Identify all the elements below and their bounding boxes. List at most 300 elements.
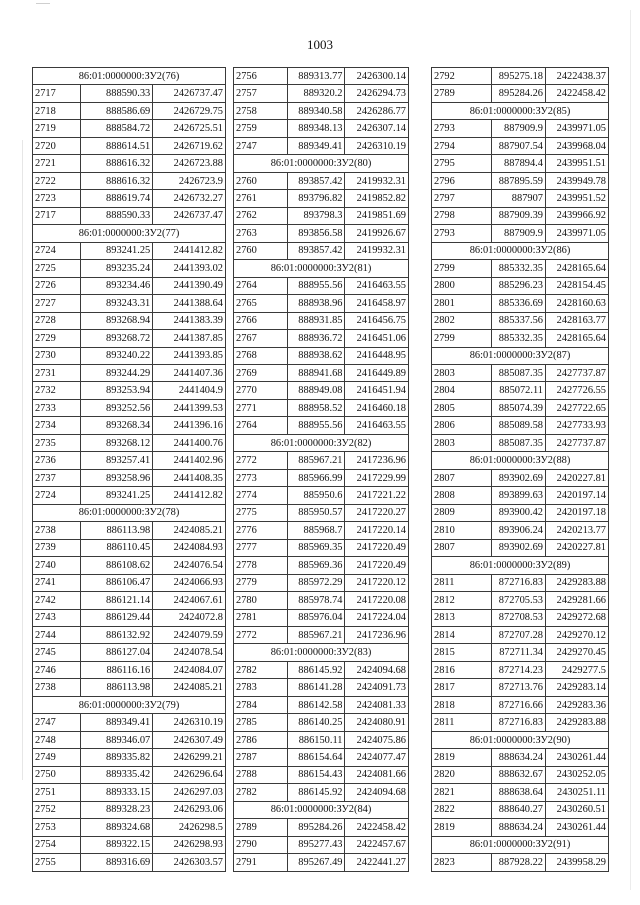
parcel-header-row: [432, 557, 609, 574]
point-number: 2821: [432, 784, 492, 801]
parcel-cadastral-number: 86:01:0000000:ЗУ2(85): [432, 102, 609, 119]
table-row: [432, 627, 609, 644]
table-row: [33, 487, 226, 504]
x-coordinate: 885950.57: [287, 504, 345, 521]
x-coordinate: 893268.72: [80, 330, 153, 347]
point-number: 2733: [33, 399, 81, 416]
y-coordinate: 2416463.55: [345, 417, 409, 434]
y-coordinate: 2426737.47: [153, 85, 226, 102]
x-coordinate: 885074.39: [491, 399, 545, 416]
y-coordinate: 2441404.9: [153, 382, 226, 399]
x-coordinate: 888584.72: [80, 120, 153, 137]
point-number: 2811: [432, 574, 492, 591]
table-row: [432, 696, 609, 713]
point-number: 2740: [33, 557, 81, 574]
point-number: 2764: [234, 417, 288, 434]
point-number: 2724: [33, 242, 81, 259]
x-coordinate: 885966.99: [287, 469, 345, 486]
point-number: 2787: [234, 749, 288, 766]
x-coordinate: 888638.64: [491, 784, 545, 801]
y-coordinate: 2424085.21: [153, 679, 226, 696]
x-coordinate: 887928.22: [491, 854, 545, 871]
point-number: 2777: [234, 539, 288, 556]
x-coordinate: 887907: [491, 190, 545, 207]
y-coordinate: 2426286.77: [345, 102, 409, 119]
x-coordinate: 888941.68: [287, 364, 345, 381]
parcel-cadastral-number: 86:01:0000000:ЗУ2(91): [432, 836, 609, 853]
y-coordinate: 2416451.06: [345, 330, 409, 347]
point-number: 2775: [234, 504, 288, 521]
table-row: [33, 836, 226, 853]
y-coordinate: 2424067.61: [153, 592, 226, 609]
table-row: [234, 696, 409, 713]
x-coordinate: 886129.44: [80, 609, 153, 626]
y-coordinate: 2420197.14: [545, 487, 608, 504]
x-coordinate: 893257.41: [80, 452, 153, 469]
table-row: [33, 242, 226, 259]
table-row: [33, 661, 226, 678]
x-coordinate: 886145.92: [287, 661, 345, 678]
parcel-header-row: [234, 644, 409, 661]
y-coordinate: 2426296.64: [153, 766, 226, 783]
point-number: 2766: [234, 312, 288, 329]
table-row: [33, 854, 226, 871]
point-number: 2800: [432, 277, 492, 294]
coordinates-table: [431, 67, 609, 872]
y-coordinate: 2426297.03: [153, 784, 226, 801]
coordinates-column-1: [32, 67, 226, 872]
table-row: [33, 592, 226, 609]
x-coordinate: 895284.26: [491, 85, 545, 102]
table-row: [234, 819, 409, 836]
y-coordinate: 2439958.29: [545, 854, 608, 871]
x-coordinate: 887909.9: [491, 225, 545, 242]
point-number: 2799: [432, 330, 492, 347]
point-number: 2773: [234, 469, 288, 486]
point-number: 2769: [234, 364, 288, 381]
y-coordinate: 2441412.82: [153, 242, 226, 259]
x-coordinate: 888958.52: [287, 399, 345, 416]
table-row: [33, 574, 226, 591]
point-number: 2783: [234, 679, 288, 696]
y-coordinate: 2441388.64: [153, 295, 226, 312]
y-coordinate: 2419851.69: [345, 207, 409, 224]
table-row: [33, 644, 226, 661]
y-coordinate: 2424072.8: [153, 609, 226, 626]
point-number: 2794: [432, 137, 492, 154]
parcel-cadastral-number: 86:01:0000000:ЗУ2(78): [33, 504, 226, 521]
table-row: [432, 469, 609, 486]
point-number: 2776: [234, 522, 288, 539]
point-number: 2760: [234, 242, 288, 259]
x-coordinate: 895275.18: [491, 68, 545, 85]
table-row: [432, 539, 609, 556]
point-number: 2809: [432, 504, 492, 521]
y-coordinate: 2416449.89: [345, 364, 409, 381]
point-number: 2793: [432, 120, 492, 137]
point-number: 2771: [234, 399, 288, 416]
y-coordinate: 2426298.93: [153, 836, 226, 853]
x-coordinate: 886141.28: [287, 679, 345, 696]
x-coordinate: 886142.58: [287, 696, 345, 713]
page-number: 1003: [307, 37, 333, 52]
point-number: 2764: [234, 277, 288, 294]
point-number: 2782: [234, 661, 288, 678]
y-coordinate: 2426294.73: [345, 85, 409, 102]
x-coordinate: 888632.67: [491, 766, 545, 783]
table-row: [234, 487, 409, 504]
point-number: 2801: [432, 295, 492, 312]
point-number: 2803: [432, 364, 492, 381]
parcel-cadastral-number: 86:01:0000000:ЗУ2(89): [432, 557, 609, 574]
y-coordinate: 2439949.78: [545, 172, 608, 189]
y-coordinate: 2439951.51: [545, 155, 608, 172]
y-coordinate: 2417221.22: [345, 487, 409, 504]
point-number: 2789: [234, 819, 288, 836]
y-coordinate: 2422438.37: [545, 68, 608, 85]
table-row: [33, 557, 226, 574]
table-row: [33, 85, 226, 102]
coordinates-table: [233, 67, 409, 872]
x-coordinate: 893234.46: [80, 277, 153, 294]
parcel-header-row: [234, 434, 409, 451]
x-coordinate: 888955.56: [287, 417, 345, 434]
parcel-header-row: [432, 836, 609, 853]
parcel-cadastral-number: 86:01:0000000:ЗУ2(82): [234, 434, 409, 451]
x-coordinate: 887909.9: [491, 120, 545, 137]
table-row: [234, 330, 409, 347]
x-coordinate: 886121.14: [80, 592, 153, 609]
x-coordinate: 888949.08: [287, 382, 345, 399]
point-number: 2786: [234, 731, 288, 748]
parcel-header-row: [432, 347, 609, 364]
x-coordinate: 889313.77: [287, 68, 345, 85]
y-coordinate: 2430261.44: [545, 819, 608, 836]
point-number: 2722: [33, 172, 81, 189]
y-coordinate: 2426310.19: [153, 714, 226, 731]
x-coordinate: 889324.68: [80, 819, 153, 836]
table-row: [234, 452, 409, 469]
table-row: [432, 260, 609, 277]
y-coordinate: 2420213.77: [545, 522, 608, 539]
table-row: [432, 225, 609, 242]
table-row: [432, 679, 609, 696]
x-coordinate: 893857.42: [287, 242, 345, 259]
y-coordinate: 2441408.35: [153, 469, 226, 486]
x-coordinate: 893243.31: [80, 295, 153, 312]
table-row: [432, 749, 609, 766]
y-coordinate: 2439968.04: [545, 137, 608, 154]
y-coordinate: 2426298.5: [153, 819, 226, 836]
table-row: [33, 277, 226, 294]
table-row: [33, 801, 226, 818]
coordinates-column-2: [233, 67, 409, 872]
x-coordinate: 885336.69: [491, 295, 545, 312]
point-number: 2818: [432, 696, 492, 713]
coordinates-table: [32, 67, 226, 872]
point-number: 2755: [33, 854, 81, 871]
table-row: [234, 190, 409, 207]
point-number: 2723: [33, 190, 81, 207]
parcel-header-row: [234, 260, 409, 277]
y-coordinate: 2429272.68: [545, 609, 608, 626]
table-row: [33, 364, 226, 381]
table-row: [234, 714, 409, 731]
y-coordinate: 2427737.87: [545, 434, 608, 451]
point-number: 2731: [33, 364, 81, 381]
y-coordinate: 2427722.65: [545, 399, 608, 416]
table-row: [432, 784, 609, 801]
x-coordinate: 886154.43: [287, 766, 345, 783]
x-coordinate: 885087.35: [491, 364, 545, 381]
table-row: [33, 539, 226, 556]
x-coordinate: 888938.62: [287, 347, 345, 364]
y-coordinate: 2419932.31: [345, 242, 409, 259]
y-coordinate: 2417220.27: [345, 504, 409, 521]
table-row: [432, 155, 609, 172]
point-number: 2797: [432, 190, 492, 207]
table-row: [234, 382, 409, 399]
x-coordinate: 886116.16: [80, 661, 153, 678]
point-number: 2767: [234, 330, 288, 347]
y-coordinate: 2424094.68: [345, 784, 409, 801]
table-row: [234, 68, 409, 85]
table-row: [234, 242, 409, 259]
table-row: [432, 417, 609, 434]
y-coordinate: 2424091.73: [345, 679, 409, 696]
y-coordinate: 2427733.93: [545, 417, 608, 434]
y-coordinate: 2426723.9: [153, 172, 226, 189]
y-coordinate: 2424079.59: [153, 627, 226, 644]
parcel-header-row: [33, 225, 226, 242]
x-coordinate: 885968.7: [287, 522, 345, 539]
y-coordinate: 2416463.55: [345, 277, 409, 294]
table-row: [432, 661, 609, 678]
x-coordinate: 893796.82: [287, 190, 345, 207]
point-number: 2799: [432, 260, 492, 277]
table-row: [33, 155, 226, 172]
point-number: 2788: [234, 766, 288, 783]
x-coordinate: 888634.24: [491, 749, 545, 766]
y-coordinate: 2430252.05: [545, 766, 608, 783]
y-coordinate: 2424094.68: [345, 661, 409, 678]
point-number: 2802: [432, 312, 492, 329]
y-coordinate: 2417220.14: [345, 522, 409, 539]
point-number: 2765: [234, 295, 288, 312]
point-number: 2746: [33, 661, 81, 678]
y-coordinate: 2416448.95: [345, 347, 409, 364]
x-coordinate: 888590.33: [80, 207, 153, 224]
y-coordinate: 2439951.52: [545, 190, 608, 207]
scan-artifact: [36, 3, 50, 4]
y-coordinate: 2417220.49: [345, 557, 409, 574]
point-number: 2732: [33, 382, 81, 399]
scan-artifact: [22, 140, 23, 780]
y-coordinate: 2426307.49: [153, 731, 226, 748]
x-coordinate: 886110.45: [80, 539, 153, 556]
table-row: [432, 312, 609, 329]
y-coordinate: 2441400.76: [153, 434, 226, 451]
y-coordinate: 2426303.57: [153, 854, 226, 871]
table-row: [234, 172, 409, 189]
table-row: [432, 399, 609, 416]
table-row: [33, 522, 226, 539]
y-coordinate: 2428165.64: [545, 330, 608, 347]
x-coordinate: 886127.04: [80, 644, 153, 661]
point-number: 2741: [33, 574, 81, 591]
point-number: 2717: [33, 207, 81, 224]
table-row: [33, 330, 226, 347]
x-coordinate: 872716.83: [491, 714, 545, 731]
table-row: [432, 207, 609, 224]
y-coordinate: 2422458.42: [345, 819, 409, 836]
x-coordinate: 893241.25: [80, 242, 153, 259]
point-number: 2784: [234, 696, 288, 713]
y-coordinate: 2424066.93: [153, 574, 226, 591]
table-row: [432, 172, 609, 189]
point-number: 2757: [234, 85, 288, 102]
x-coordinate: 893253.94: [80, 382, 153, 399]
point-number: 2759: [234, 120, 288, 137]
parcel-header-row: [33, 696, 226, 713]
table-row: [234, 854, 409, 871]
point-number: 2750: [33, 766, 81, 783]
y-coordinate: 2428154.45: [545, 277, 608, 294]
point-number: 2747: [33, 714, 81, 731]
table-row: [33, 382, 226, 399]
point-number: 2738: [33, 679, 81, 696]
table-row: [432, 190, 609, 207]
table-row: [234, 225, 409, 242]
table-row: [432, 487, 609, 504]
table-row: [432, 137, 609, 154]
table-row: [33, 207, 226, 224]
y-coordinate: 2420227.81: [545, 539, 608, 556]
point-number: 2811: [432, 714, 492, 731]
x-coordinate: 886113.98: [80, 522, 153, 539]
point-number: 2727: [33, 295, 81, 312]
y-coordinate: 2419852.82: [345, 190, 409, 207]
y-coordinate: 2429283.88: [545, 574, 608, 591]
table-row: [234, 679, 409, 696]
x-coordinate: 888616.32: [80, 172, 153, 189]
y-coordinate: 2427726.55: [545, 382, 608, 399]
point-number: 2819: [432, 819, 492, 836]
table-row: [432, 120, 609, 137]
table-row: [234, 207, 409, 224]
x-coordinate: 887895.59: [491, 172, 545, 189]
table-row: [33, 399, 226, 416]
table-row: [33, 312, 226, 329]
point-number: 2772: [234, 452, 288, 469]
parcel-cadastral-number: 86:01:0000000:ЗУ2(81): [234, 260, 409, 277]
parcel-header-row: [432, 452, 609, 469]
table-row: [33, 627, 226, 644]
parcel-header-row: [432, 242, 609, 259]
point-number: 2807: [432, 539, 492, 556]
x-coordinate: 886154.64: [287, 749, 345, 766]
x-coordinate: 886106.47: [80, 574, 153, 591]
x-coordinate: 885087.35: [491, 434, 545, 451]
point-number: 2793: [432, 225, 492, 242]
y-coordinate: 2424075.86: [345, 731, 409, 748]
y-coordinate: 2424084.07: [153, 661, 226, 678]
point-number: 2752: [33, 801, 81, 818]
point-number: 2814: [432, 627, 492, 644]
table-row: [234, 661, 409, 678]
table-row: [432, 714, 609, 731]
x-coordinate: 885337.56: [491, 312, 545, 329]
x-coordinate: 895284.26: [287, 819, 345, 836]
point-number: 2718: [33, 102, 81, 119]
coordinates-column-3: [431, 67, 609, 872]
x-coordinate: 872716.83: [491, 574, 545, 591]
parcel-header-row: [234, 801, 409, 818]
point-number: 2760: [234, 172, 288, 189]
x-coordinate: 893235.24: [80, 260, 153, 277]
table-row: [33, 190, 226, 207]
table-row: [234, 609, 409, 626]
point-number: 2792: [432, 68, 492, 85]
x-coordinate: 888616.32: [80, 155, 153, 172]
table-row: [234, 137, 409, 154]
x-coordinate: 893900.42: [491, 504, 545, 521]
point-number: 2762: [234, 207, 288, 224]
table-row: [33, 679, 226, 696]
table-row: [33, 784, 226, 801]
table-row: [234, 784, 409, 801]
y-coordinate: 2441393.02: [153, 260, 226, 277]
point-number: 2774: [234, 487, 288, 504]
x-coordinate: 893240.22: [80, 347, 153, 364]
y-coordinate: 2426723.88: [153, 155, 226, 172]
table-row: [234, 539, 409, 556]
point-number: 2791: [234, 854, 288, 871]
x-coordinate: 885072.11: [491, 382, 545, 399]
y-coordinate: 2439966.92: [545, 207, 608, 224]
y-coordinate: 2441393.85: [153, 347, 226, 364]
y-coordinate: 2419926.67: [345, 225, 409, 242]
x-coordinate: 889333.15: [80, 784, 153, 801]
x-coordinate: 893268.94: [80, 312, 153, 329]
parcel-cadastral-number: 86:01:0000000:ЗУ2(77): [33, 225, 226, 242]
x-coordinate: 886150.11: [287, 731, 345, 748]
table-row: [432, 574, 609, 591]
x-coordinate: 893252.56: [80, 399, 153, 416]
point-number: 2721: [33, 155, 81, 172]
x-coordinate: 888619.74: [80, 190, 153, 207]
table-row: [234, 347, 409, 364]
x-coordinate: 888931.85: [287, 312, 345, 329]
point-number: 2724: [33, 487, 81, 504]
point-number: 2808: [432, 487, 492, 504]
table-row: [234, 574, 409, 591]
x-coordinate: 885969.36: [287, 557, 345, 574]
x-coordinate: 889328.23: [80, 801, 153, 818]
table-row: [234, 731, 409, 748]
x-coordinate: 887907.54: [491, 137, 545, 154]
y-coordinate: 2441399.53: [153, 399, 226, 416]
x-coordinate: 893856.58: [287, 225, 345, 242]
point-number: 2735: [33, 434, 81, 451]
table-row: [234, 469, 409, 486]
y-coordinate: 2422457.67: [345, 836, 409, 853]
y-coordinate: 2439971.05: [545, 225, 608, 242]
x-coordinate: 893902.69: [491, 469, 545, 486]
point-number: 2790: [234, 836, 288, 853]
y-coordinate: 2428163.77: [545, 312, 608, 329]
point-number: 2739: [33, 539, 81, 556]
